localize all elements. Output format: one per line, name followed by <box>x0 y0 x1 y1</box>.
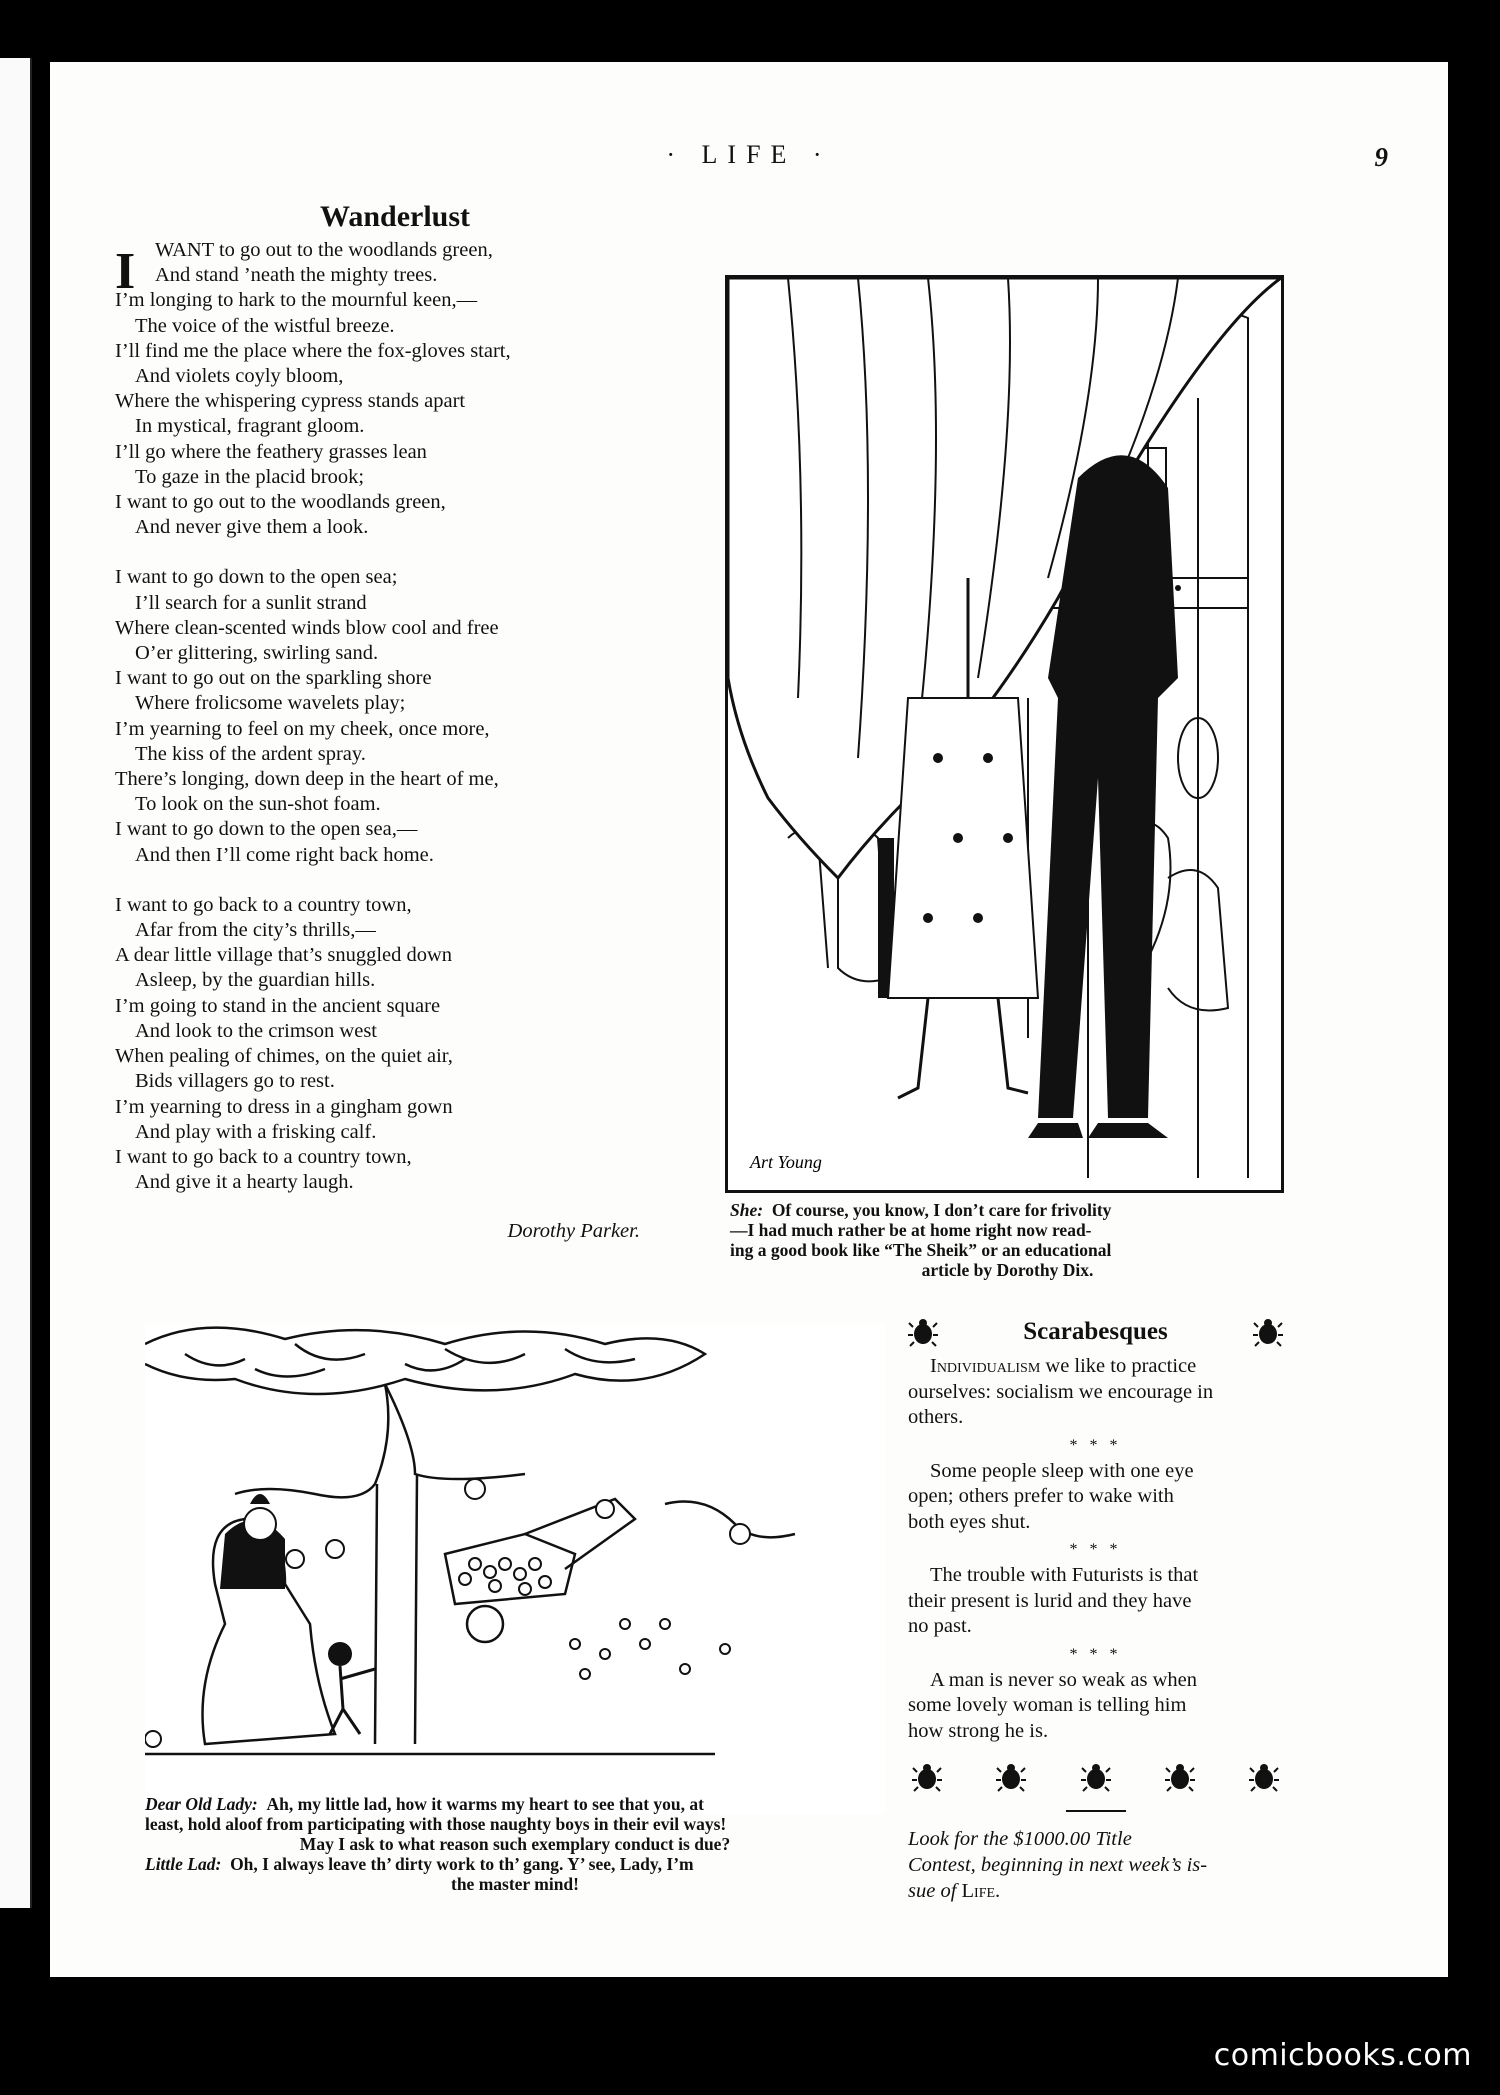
epigram-line: Some people sleep with one eye <box>930 1459 1194 1482</box>
beetle-icon <box>1253 1317 1283 1347</box>
poem-line: And play with a frisking calf. <box>135 1120 377 1143</box>
poem-line: Where the whispering cypress stands apart <box>115 390 466 413</box>
epigram-line: how strong he is. <box>908 1719 1049 1742</box>
poem-line: I want to go out to the woodlands green, <box>115 491 446 514</box>
caption-text: Ah, my little lad, how it warms my heart to see that you, at <box>266 1794 704 1814</box>
poem-line: In mystical, fragrant gloom. <box>135 415 365 438</box>
poem-line: A dear little village that’s snuggled down <box>115 944 453 967</box>
poem-wanderlust <box>115 200 675 1243</box>
poem-line: I want to go down to the open sea; <box>115 566 398 589</box>
epigram-line: A man is never so weak as when <box>930 1668 1198 1691</box>
poem-line: Afar from the city’s thrills,— <box>135 919 376 942</box>
poem-line: And then I’ll come right back home. <box>135 843 434 866</box>
section-divider: * * * <box>1069 1645 1122 1663</box>
poem-line: The kiss of the ardent spray. <box>135 742 366 765</box>
artist-signature: Art Young <box>750 1152 822 1172</box>
caption-text: Of course, you know, I don’t care for frivolity <box>771 1200 1112 1220</box>
scarabesques-column <box>908 1310 1283 1904</box>
notice-line: Contest, beginning in next week’s is- <box>908 1854 1208 1876</box>
caption-line <box>145 1854 885 1874</box>
poem-stanzas <box>115 238 675 1195</box>
epigram-line: ourselves: socialism we encourage in <box>908 1380 1214 1403</box>
section-divider: * * * <box>1069 1541 1122 1558</box>
poem-line: I’m yearning to dress in a gingham gown <box>115 1095 453 1118</box>
epigram-line: others. <box>908 1406 964 1428</box>
running-head: · LIFE · <box>666 140 832 169</box>
tree-cartoon-caption <box>145 1794 885 1894</box>
poem-line: I’m yearning to feel on my cheek, once more, <box>115 717 490 740</box>
caption-line <box>145 1794 885 1814</box>
beetle-icon <box>996 1762 1026 1792</box>
scarabesques-header <box>908 1310 1283 1354</box>
poem-title: Wanderlust <box>319 200 471 233</box>
epigram <box>908 1668 1283 1745</box>
poem-line: And stand ’neath the mighty trees. <box>155 264 438 287</box>
poem-line: WANT to go out to the woodlands green, <box>155 239 493 261</box>
poem-line: To look on the sun-shot foam. <box>135 793 381 816</box>
poem-line: I want to go back to a country town, <box>115 1145 412 1168</box>
notice-line: Look for the $1000.00 Title <box>908 1828 1132 1850</box>
epigram-line: some lovely woman is telling him <box>908 1694 1187 1716</box>
site-watermark: comicbooks.com <box>1213 2038 1472 2073</box>
caption-line: May I ask to what reason such exemplary conduct is due? <box>299 1834 731 1854</box>
beetle-icon <box>912 1762 942 1792</box>
poem-stanza <box>115 565 675 867</box>
poem-line: Bids villagers go to rest. <box>135 1070 335 1093</box>
poem-line: The voice of the wistful breeze. <box>135 314 395 337</box>
contest-notice <box>908 1826 1283 1904</box>
epigram-line: The trouble with Futurists is that <box>930 1564 1199 1586</box>
beetle-icon <box>908 1317 938 1347</box>
notice-line: sue of <box>908 1880 962 1902</box>
poem-line: I’ll find me the place where the fox-gloves start, <box>115 339 511 362</box>
magazine-name: Life. <box>961 1880 1001 1902</box>
curtain-cartoon <box>725 275 1284 1193</box>
caption-line: ing a good book like “The Sheik” or an educational <box>730 1240 1112 1260</box>
beetle-ornament-row <box>908 1762 1283 1792</box>
beetle-icon <box>1165 1762 1195 1792</box>
short-rule <box>1066 1810 1126 1812</box>
caption-line: —I had much rather be at home right now read- <box>730 1220 1092 1240</box>
caption-line: the master mind! <box>451 1874 579 1894</box>
curtain-cartoon-caption <box>730 1200 1285 1280</box>
poem-line: I’m going to stand in the ancient square <box>115 994 441 1017</box>
poem-line: I want to go out on the sparkling shore <box>115 667 432 690</box>
page-number: 9 <box>1374 142 1388 172</box>
beetle-icon <box>1081 1762 1111 1792</box>
poem-line: Where frolicsome wavelets play; <box>135 692 406 715</box>
caption-speaker: She: <box>730 1200 764 1220</box>
poem-line: And never give them a look. <box>135 516 369 539</box>
poem-line: I’ll go where the feathery grasses lean <box>115 440 427 463</box>
caption-speaker: Dear Old Lady: <box>145 1794 258 1814</box>
magazine-page <box>50 62 1448 1977</box>
poem-line: Where clean-scented winds blow cool and free <box>115 616 499 639</box>
poem-line: To gaze in the placid brook; <box>135 465 365 488</box>
facing-page-edge <box>0 58 32 1908</box>
tree-cartoon <box>145 1324 885 1814</box>
caption-line: least, hold aloof from participating with those naughty boys in their evil ways! <box>145 1814 727 1834</box>
poem-line: And look to the crimson west <box>135 1019 377 1042</box>
poem-line: Asleep, by the guardian hills. <box>135 969 376 992</box>
caption-text: Oh, I always leave th’ dirty work to th’ gang. Y’ see, Lady, I’m <box>230 1854 694 1874</box>
poem-author: Dorothy Parker. <box>507 1220 640 1243</box>
poem-line: And give it a hearty laugh. <box>135 1171 354 1194</box>
epigram-line: both eyes shut. <box>908 1510 1031 1533</box>
poem-line: I’ll search for a sunlit strand <box>135 591 367 614</box>
caption-line: article by Dorothy Dix. <box>921 1260 1094 1280</box>
epigram-line: their present is lurid and they have <box>908 1589 1192 1612</box>
epigram <box>908 1563 1283 1640</box>
curtain-illustration <box>728 278 1281 1190</box>
epigram <box>908 1459 1283 1536</box>
poem-line: When pealing of chimes, on the quiet air, <box>115 1045 453 1068</box>
epigram-line: no past. <box>908 1615 972 1637</box>
drop-cap: I <box>115 243 136 300</box>
section-divider: * * * <box>1069 1436 1122 1454</box>
epigram <box>908 1354 1283 1431</box>
caption-speaker: Little Lad: <box>145 1854 222 1874</box>
poem-line: O’er glittering, swirling sand. <box>135 642 379 665</box>
lead-word: Individualism <box>930 1355 1041 1377</box>
poem-stanza <box>115 893 675 1195</box>
beetle-icon <box>1249 1762 1279 1792</box>
poem-line: There’s longing, down deep in the heart of me, <box>115 768 499 791</box>
poem-line: I’m longing to hark to the mournful keen,— <box>115 289 478 312</box>
poem-line: And violets coyly bloom, <box>135 365 344 388</box>
tree-illustration <box>145 1324 885 1814</box>
scarabesques-title: Scarabesques <box>1023 1318 1168 1345</box>
epigram-line: we like to practice <box>1040 1355 1197 1377</box>
poem-stanza <box>115 238 675 540</box>
caption-line <box>730 1200 1285 1220</box>
poem-line: I want to go back to a country town, <box>115 893 412 916</box>
poem-line: I want to go down to the open sea,— <box>115 818 418 841</box>
epigram-line: open; others prefer to wake with <box>908 1485 1174 1507</box>
